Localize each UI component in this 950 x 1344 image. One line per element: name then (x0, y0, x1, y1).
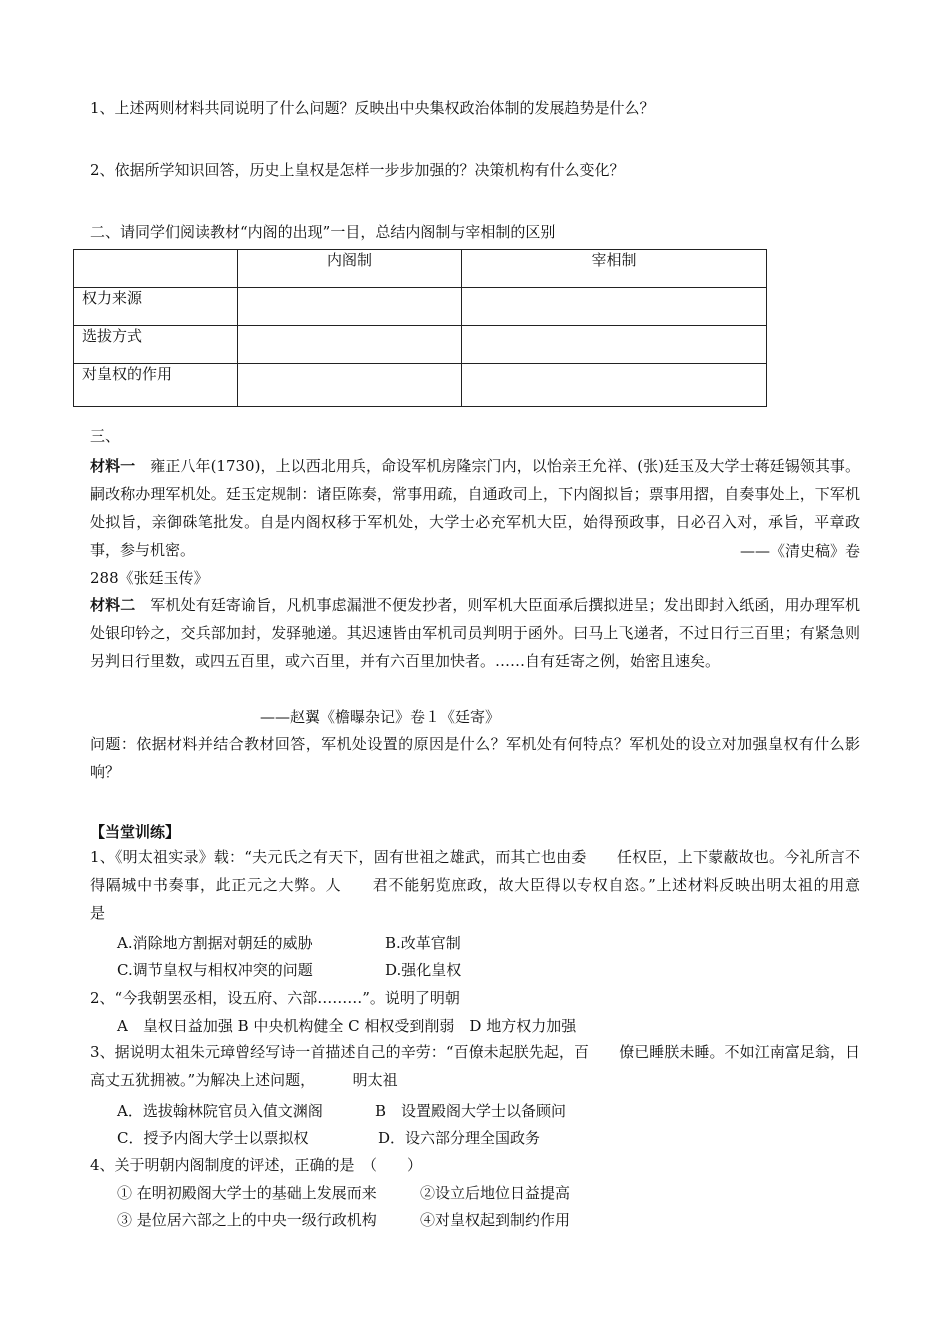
answer-cell[interactable] (462, 364, 767, 407)
question-1: 1、上述两则材料共同说明了什么问题？反映出中央集权政治体制的发展趋势是什么？ (90, 99, 655, 117)
practice-q2-options[interactable]: A 皇权日益加强 B 中央机构健全 C 相权受到削弱 D 地方权力加强 (117, 1017, 577, 1035)
material-1-source: ——《清史稿》卷 (739, 542, 860, 560)
practice-q1-option-b[interactable]: B.改革官制 (385, 934, 461, 952)
table-row (74, 364, 767, 407)
answer-cell[interactable] (238, 364, 462, 407)
practice-q4-stem: 4、关于明朝内阁制度的评述，正确的是 （ ） (90, 1156, 423, 1174)
table-header-chancellor: 宰相制 (462, 250, 767, 288)
material-1-source-cont: 288《张廷玉传》 (90, 569, 209, 587)
section-3-question: 问题：依据材料并结合教材回答，军机处设置的原因是什么？军机处有何特点？军机处的设立对加强皇权有什么影响？ (90, 735, 860, 781)
practice-q2-stem: 2、“今我朝罢丞相，设五府、六部………”。说明了明朝 (90, 989, 460, 1007)
practice-q3-option-c[interactable]: C．授予内阁大学士以票拟权 (117, 1129, 309, 1147)
practice-q4-statement-1[interactable]: ① 在明初殿阁大学士的基础上发展而来 (117, 1184, 377, 1202)
material-2-label: 材料二 (90, 596, 136, 614)
answer-cell[interactable] (462, 326, 767, 364)
material-2-source: ——赵翼《檐曝杂记》卷１《廷寄》 (260, 708, 501, 726)
row-label-power-source: 权力来源 (74, 288, 238, 326)
practice-q1-stem: 1、《明太祖实录》载：“夫元氏之有天下，固有世祖之雄武，而其亡也由委 任权臣，上下蒙蔽故也。今礼所言不得隔城中书奏事，此正元之大弊。人 君不能躬览庶政，故大臣得以专权自恣。”上述材料反映出明太祖的用意 是 (90, 848, 891, 922)
material-2 (90, 591, 860, 675)
table-header-cell (74, 250, 238, 288)
practice-q3-option-b[interactable]: B 设置殿阁大学士以备顾问 (375, 1102, 567, 1120)
question-2: 2、依据所学知识回答，历史上皇权是怎样一步步加强的？决策机构有什么变化？ (90, 161, 625, 179)
practice-q1-option-c[interactable]: C.调节皇权与相权冲突的问题 (117, 961, 313, 979)
comparison-table (73, 249, 767, 407)
practice-q3-option-a[interactable]: A．选拔翰林院官员入值文渊阁 (117, 1102, 323, 1120)
practice-title: 【当堂训练】 (90, 823, 181, 841)
material-1-text: 雍正八年(1730)，上以西北用兵，命设军机房隆宗门内，以怡亲王允祥、(张)廷玉及大学士蒋廷锡领其事。嗣改称办理军机处。廷玉定规制：诸臣陈奏，常事用疏，自通政司上，下内阁拟旨；票事用摺，自奏事处上，下军机处拟旨，亲御硃笔批发。自是内阁权移于军机处，大学士必充军机大臣，始得预政事，日必召入对，承旨，平章政事，参与机密。 (90, 457, 860, 559)
table-header-row (74, 250, 767, 288)
practice-q3-option-d[interactable]: D．设六部分理全国政务 (378, 1129, 541, 1147)
answer-cell[interactable] (462, 288, 767, 326)
answer-cell[interactable] (238, 288, 462, 326)
practice-q3-stem: 3、据说明太祖朱元璋曾经写诗一首描述自己的辛劳：“百僚未起朕先起，百 僚已睡朕未睡。不如江南富足翁，日高丈五犹拥被。”为解决上述问题， 明太祖 (90, 1043, 860, 1089)
table-row (74, 288, 767, 326)
practice-q4-statement-2[interactable]: ②设立后地位日益提高 (420, 1184, 571, 1202)
table-header-cabinet: 内阁制 (238, 250, 462, 288)
practice-q1-option-a[interactable]: A.消除地方割据对朝廷的威胁 (117, 934, 313, 952)
practice-q4-statement-3[interactable]: ③ 是位居六部之上的中央一级行政机构 (117, 1211, 377, 1229)
row-label-imperial-effect: 对皇权的作用 (74, 364, 238, 407)
table-row (74, 326, 767, 364)
practice-q4-statement-4[interactable]: ④对皇权起到制约作用 (420, 1211, 571, 1229)
material-1-label: 材料一 (90, 457, 136, 475)
row-label-selection: 选拔方式 (74, 326, 238, 364)
material-2-text: 军机处有廷寄谕旨，凡机事虑漏泄不便发抄者，则军机大臣面承后撰拟进呈；发出即封入纸函，用办理军机处银印钤之，交兵部加封，发驿驰递。其迟速皆由军机司员判明于函外。曰马上飞递者，不过日行三百里；有紧急则另判日行里数，或四五百里，或六百里，并有六百里加快者。……自有廷寄之例，始密且速矣。 (90, 596, 860, 670)
answer-cell[interactable] (238, 326, 462, 364)
section-3-title: 三、 (90, 427, 121, 445)
practice-q1-option-d[interactable]: D.强化皇权 (385, 961, 462, 979)
section-2-title: 二、请同学们阅读教材“内阁的出现”一目，总结内阁制与宰相制的区别 (90, 223, 556, 241)
